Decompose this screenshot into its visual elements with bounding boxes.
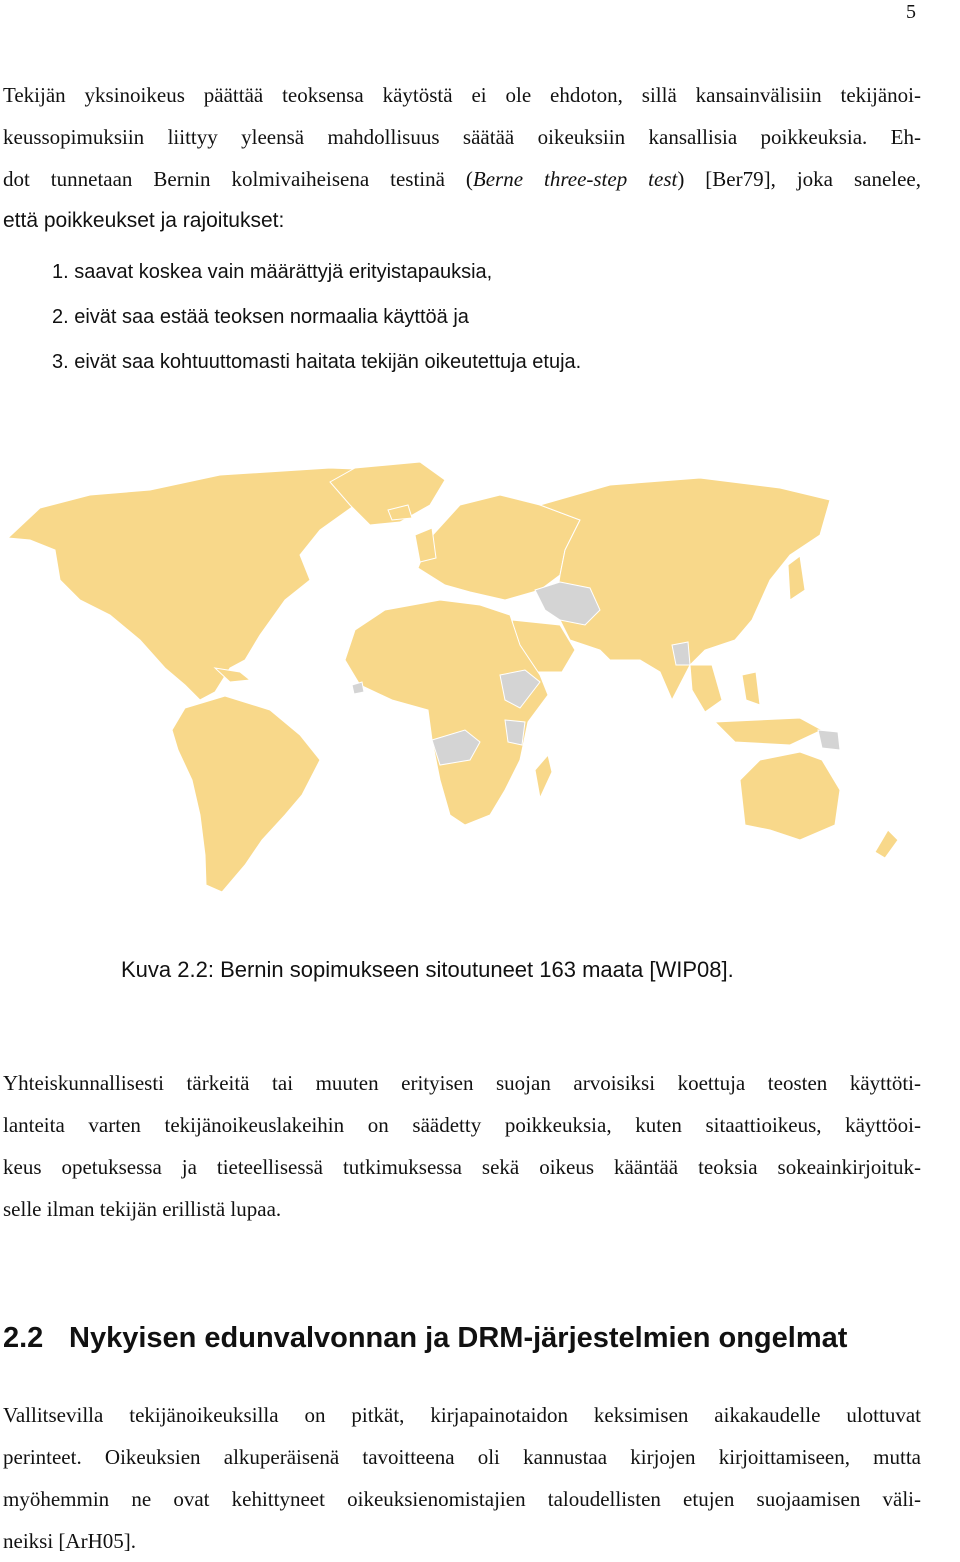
- nonmember-iran: [535, 582, 600, 625]
- paragraph-history: [3, 1394, 921, 1562]
- section-title: Nykyisen edunvalvonnan ja DRM-järjestelmien ongelmat: [69, 1322, 848, 1354]
- paragraph-line: [3, 158, 921, 200]
- figure-caption: Kuva 2.2: Bernin sopimukseen sitoutuneet 163 maata [WIP08].: [121, 957, 734, 982]
- paragraph-line: selle ilman tekijän erillistä lupaa.: [3, 1197, 282, 1221]
- south-america: [172, 696, 320, 892]
- paragraph-line: keussopimuksiin liittyy yleensä mahdollisuus säätää oikeuksiin kansallisia poikkeuksia. Eh-: [3, 125, 921, 149]
- paragraph-line: Tekijän yksinoikeus päättää teoksensa käytöstä ei ole ehdoton, sillä kansainvälisiin tekijänoi-: [3, 83, 921, 107]
- southeast-asia: [690, 665, 722, 712]
- section-heading: [3, 1314, 847, 1362]
- australia: [740, 752, 840, 840]
- japan: [788, 556, 805, 600]
- paragraph-line: keus opetuksessa ja tieteellisessä tutkimuksessa sekä oikeus kääntää teoksia sokeainkirjoituk-: [3, 1155, 921, 1179]
- world-map: [0, 460, 960, 910]
- section-number: 2.2: [3, 1322, 44, 1354]
- paragraph-line: että poikkeukset ja rajoitukset:: [3, 209, 285, 232]
- north-america: [8, 468, 380, 700]
- paragraph-text: dot tunnetaan Bernin kolmivaiheisena testinä (: [3, 167, 473, 191]
- page-number: 5: [906, 1, 916, 23]
- list-item: 2. eivät saa estää teoksen normaalia käyttöä ja: [52, 306, 469, 328]
- paragraph-line: perinteet. Oikeuksien alkuperäisenä tavoitteena oli kannustaa kirjojen kirjoittamiseen, mutta: [3, 1445, 921, 1469]
- paragraph-text: ) [Ber79], joka sanelee,: [677, 167, 921, 191]
- paragraph-line: Yhteiskunnallisesti tärkeitä tai muuten erityisen suojan arvoisiksi koettuja teosten käyttöti-: [3, 1071, 921, 1095]
- paragraph-line: myöhemmin ne ovat kehittyneet oikeuksienomistajien taloudellisten etujen suojaamisen väli-: [3, 1487, 921, 1511]
- paragraph-line: neiksi [ArH05].: [3, 1529, 136, 1553]
- indonesia: [715, 718, 822, 745]
- new-zealand: [875, 830, 898, 858]
- paragraph-line: lanteita varten tekijänoikeuslakeihin on säädetty poikkeuksia, kuten sitaattioikeus, käyttöoi-: [3, 1113, 921, 1137]
- philippines: [742, 672, 760, 705]
- term-italic: Berne three-step test: [472, 167, 678, 191]
- conditions-list: [52, 250, 581, 385]
- uk: [415, 528, 436, 562]
- paragraph-intro: [3, 74, 921, 242]
- nonmember-east-africa: [505, 720, 525, 745]
- paragraph-exceptions: [3, 1062, 921, 1230]
- list-item: 1. saavat koskea vain määrättyjä erityistapauksia,: [52, 261, 493, 283]
- nonmember-png: [818, 730, 840, 750]
- nonmember-west-africa: [352, 682, 364, 694]
- paragraph-line: Vallitsevilla tekijänoikeuksilla on pitkät, kirjapainotaidon keksimisen aikakaudelle ulottuvat: [3, 1403, 921, 1427]
- list-item: 3. eivät saa kohtuuttomasti haitata tekijän oikeutettuja etuja.: [52, 351, 582, 373]
- madagascar: [535, 755, 552, 798]
